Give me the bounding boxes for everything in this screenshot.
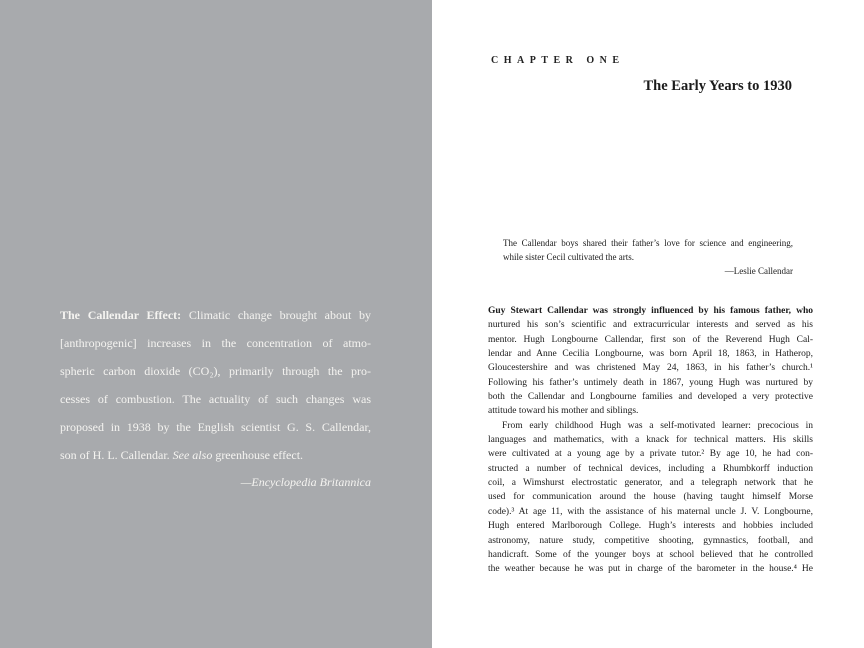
text-line: Hugh entered Marlborough College. Hugh’s interests and hobbies included bbox=[488, 521, 813, 532]
body-text bbox=[488, 304, 813, 577]
text-line: Following his father’s untimely death in 1867, young Hugh was nurtured by bbox=[488, 377, 813, 388]
text-line: code).³ At age 11, with the assistance of his maternal uncle J. V. Longbourne, bbox=[488, 506, 813, 517]
definition-epigraph-text bbox=[60, 302, 371, 469]
text-line: Guy Stewart Callendar was strongly influenced by his famous father, who bbox=[488, 306, 813, 316]
text-line: spheric carbon dioxide (CO₂), primarily through the pro- bbox=[60, 363, 371, 378]
text-line: From early childhood Hugh was a self-motivated learner: precocious in bbox=[502, 420, 813, 431]
text-line: attitude toward his mother and siblings. bbox=[488, 406, 639, 417]
body-paragraph-1 bbox=[488, 304, 813, 419]
text-line: used for communication around the house (having taught himself Morse bbox=[488, 492, 813, 503]
text-line: while sister Cecil cultivated the arts. bbox=[503, 252, 634, 262]
text-line: son of H. L. Callendar. See also greenhouse effect. bbox=[60, 447, 304, 462]
chapter-kicker: CHAPTER ONE bbox=[491, 55, 625, 66]
text-line: lendar and Anne Cecilia Longbourne, was born April 18, 1863, in Hatherop, bbox=[488, 349, 813, 360]
body-paragraph-2 bbox=[488, 419, 813, 577]
text-line: mentor. Hugh Longbourne Callendar, first son of the Reverend Hugh Cal- bbox=[488, 334, 813, 345]
text-line: structed a number of technical devices, including a Rhumbkorff induction bbox=[488, 463, 813, 474]
epigraph-attribution: —Leslie Callendar bbox=[724, 266, 793, 276]
text-line: Gloucestershire and was christened May 24, 1863, in his father’s church.¹ bbox=[488, 363, 813, 374]
text-line: proposed in 1938 by the English scientist G. S. Callendar, bbox=[60, 419, 371, 434]
text-line: [anthropogenic] increases in the concentration of atmo- bbox=[60, 335, 371, 350]
right-page bbox=[432, 0, 864, 648]
text-line: languages and mathematics, with a knack for technical matters. His skills bbox=[488, 435, 813, 446]
text-line: both the Callendar and Longbourne families and developed a very protective bbox=[488, 392, 813, 403]
text-line: were cultivated at a young age by a private tutor.² By age 10, he had con- bbox=[488, 449, 813, 460]
text-line: coil, a Wimshurst electrostatic generator, and a telegraph network that he bbox=[488, 478, 813, 489]
chapter-epigraph bbox=[503, 236, 793, 278]
chapter-epigraph-text bbox=[503, 236, 793, 264]
text-line: the weather because he was put in charge of the barometer in the house.⁴ He bbox=[488, 564, 813, 575]
text-line: cesses of combustion. The actuality of such changes was bbox=[60, 391, 371, 406]
definition-epigraph bbox=[60, 302, 371, 497]
chapter-title: The Early Years to 1930 bbox=[643, 78, 792, 94]
definition-attribution: —Encyclopedia Britannica bbox=[240, 475, 371, 490]
text-line: The Callendar Effect: Climatic change brought about by bbox=[60, 308, 372, 322]
text-line: astronomy, nature study, competitive shooting, gymnastics, football, and bbox=[488, 535, 813, 546]
text-line: handicraft. Some of the younger boys at school believed that he controlled bbox=[488, 549, 813, 560]
text-line: nurtured his son’s scientific and extracurricular interests and served as his bbox=[488, 320, 813, 331]
text-line: The Callendar boys shared their father’s love for science and engineering, bbox=[503, 238, 793, 248]
